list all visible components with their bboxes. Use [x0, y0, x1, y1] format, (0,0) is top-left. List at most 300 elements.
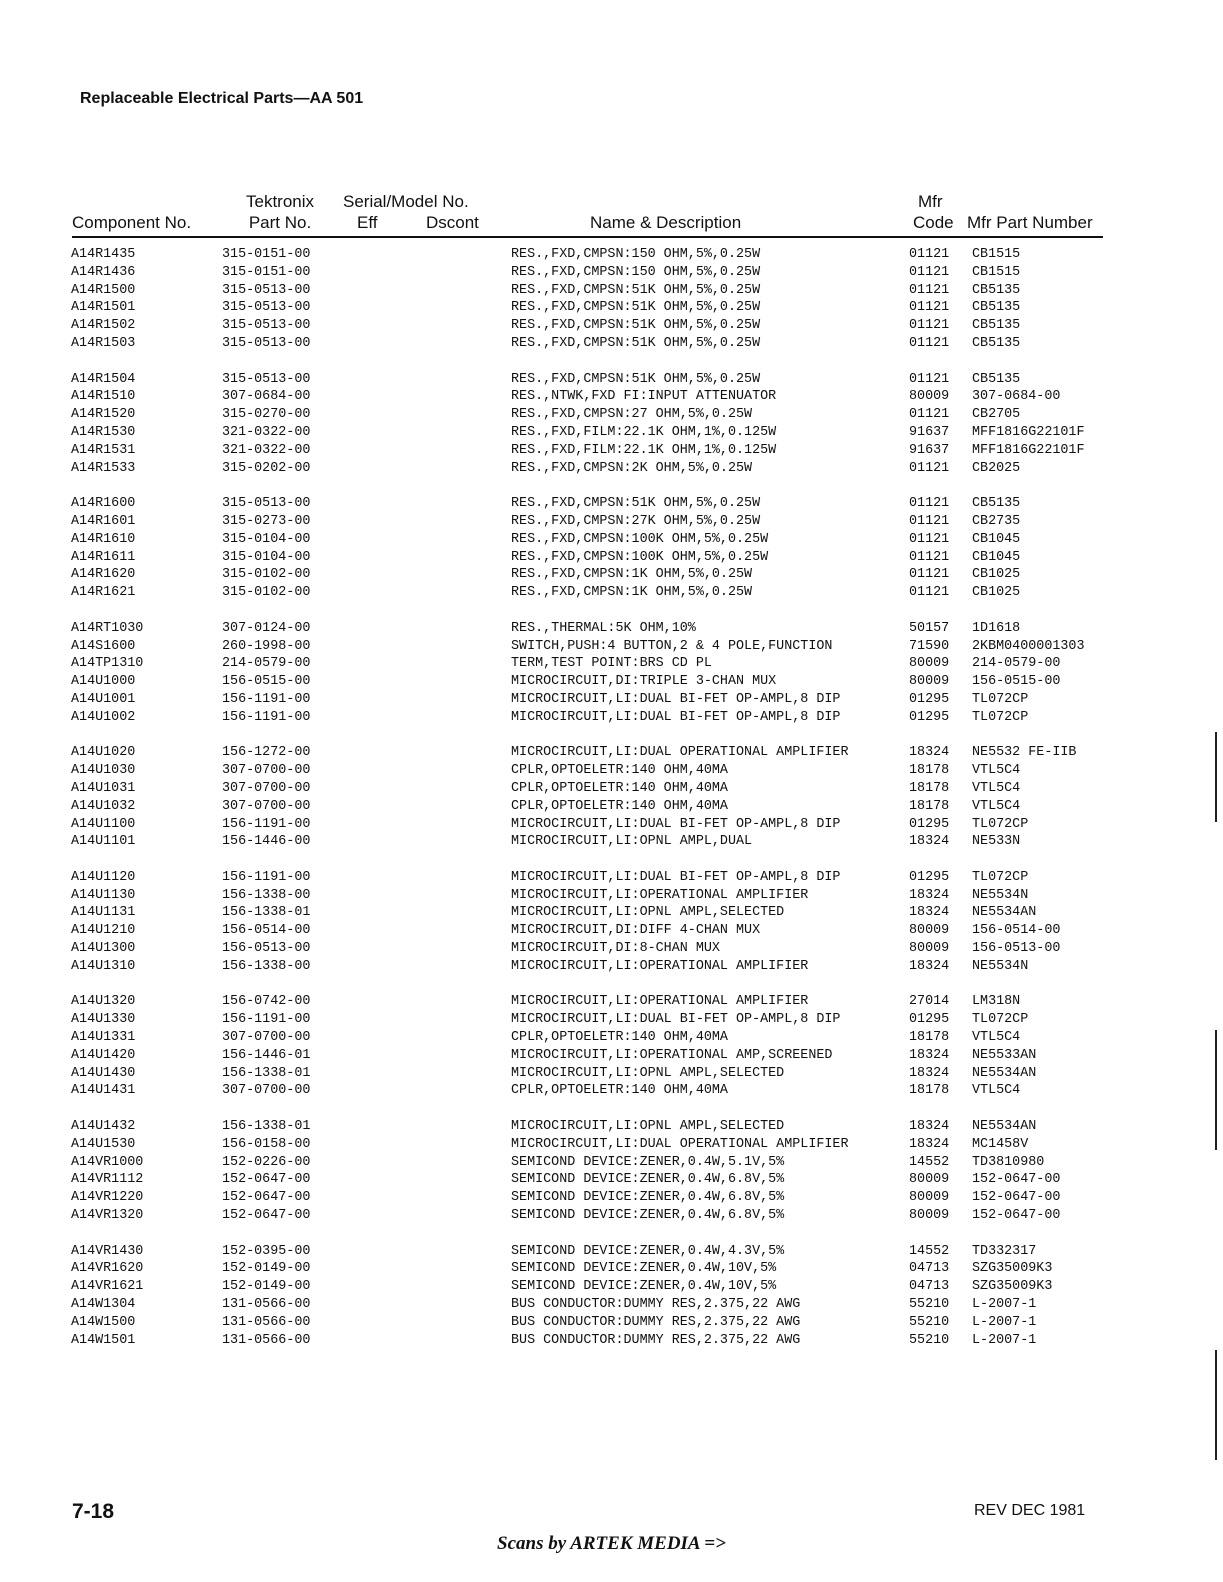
- table-row: [0, 833, 1223, 851]
- part-no-cell: 315-0513-00: [222, 496, 311, 512]
- part-no-cell: 156-1338-00: [222, 958, 311, 974]
- table-row: [0, 282, 1223, 300]
- mfr-part-number-cell: TL072CP: [972, 869, 1029, 885]
- mfr-code-cell: 18324: [909, 1047, 950, 1063]
- component-no-cell: A14R1610: [71, 531, 136, 547]
- part-no-cell: 131-0566-00: [222, 1314, 311, 1330]
- table-row: [0, 762, 1223, 780]
- table-row: [0, 1082, 1223, 1100]
- table-row: [0, 1154, 1223, 1172]
- component-no-cell: A14VR1621: [71, 1279, 144, 1295]
- mfr-code-cell: 01295: [909, 709, 950, 725]
- description-cell: MICROCIRCUIT,LI:OPNL AMPL,SELECTED: [511, 1119, 785, 1135]
- mfr-part-number-cell: 152-0647-00: [972, 1208, 1061, 1224]
- component-no-cell: A14U1120: [71, 869, 136, 885]
- description-cell: RES.,FXD,CMPSN:27K OHM,5%,0.25W: [511, 513, 761, 529]
- description-cell: MICROCIRCUIT,LI:DUAL BI-FET OP-AMPL,8 DIP: [511, 869, 841, 885]
- page-title: Replaceable Electrical Parts—AA 501: [80, 90, 364, 107]
- mfr-code-cell: 55210: [909, 1332, 950, 1348]
- mfr-part-number-cell: CB2705: [972, 407, 1021, 423]
- description-cell: RES.,FXD,CMPSN:100K OHM,5%,0.25W: [511, 549, 769, 565]
- part-no-cell: 315-0513-00: [222, 282, 311, 298]
- description-cell: CPLR,OPTOELETR:140 OHM,40MA: [511, 780, 728, 796]
- part-no-cell: 321-0322-00: [222, 442, 311, 458]
- mfr-code-cell: 01121: [909, 531, 950, 547]
- mfr-code-cell: 80009: [909, 1190, 950, 1206]
- parts-list: [0, 246, 1223, 1367]
- component-no-cell: A14R1600: [71, 496, 136, 512]
- mfr-code-cell: 50157: [909, 620, 950, 636]
- table-row: [0, 442, 1223, 460]
- description-cell: RES.,FXD,CMPSN:1K OHM,5%,0.25W: [511, 567, 753, 583]
- mfr-code-cell: 01121: [909, 282, 950, 298]
- component-no-cell: A14U1030: [71, 763, 136, 779]
- mfr-code-cell: 14552: [909, 1154, 950, 1170]
- row-group: [0, 869, 1223, 976]
- part-no-cell: 156-0513-00: [222, 941, 311, 957]
- part-no-cell: 152-0395-00: [222, 1243, 311, 1259]
- mfr-part-number-cell: CB1025: [972, 585, 1021, 601]
- description-cell: RES.,FXD,CMPSN:51K OHM,5%,0.25W: [511, 335, 761, 351]
- component-no-cell: A14S1600: [71, 638, 136, 654]
- description-cell: SEMICOND DEVICE:ZENER,0.4W,6.8V,5%: [511, 1208, 785, 1224]
- description-cell: MICROCIRCUIT,LI:OPNL AMPL,SELECTED: [511, 905, 785, 921]
- mfr-part-number-cell: 307-0684-00: [972, 389, 1061, 405]
- header-mfr: Mfr: [918, 192, 943, 211]
- mfr-part-number-cell: SZG35009K3: [972, 1261, 1053, 1277]
- revision-date: REV DEC 1981: [974, 1502, 1086, 1519]
- table-row: [0, 744, 1223, 762]
- component-no-cell: A14VR1112: [71, 1172, 144, 1188]
- table-row: [0, 1296, 1223, 1314]
- table-row: [0, 673, 1223, 691]
- mfr-part-number-cell: L-2007-1: [972, 1297, 1037, 1313]
- component-no-cell: A14R1510: [71, 389, 136, 405]
- component-no-cell: A14U1320: [71, 994, 136, 1010]
- header-name-description: Name & Description: [590, 213, 742, 232]
- part-no-cell: 152-0226-00: [222, 1154, 311, 1170]
- table-row: [0, 780, 1223, 798]
- mfr-code-cell: 18324: [909, 887, 950, 903]
- table-row: [0, 1207, 1223, 1225]
- part-no-cell: 156-1191-00: [222, 816, 311, 832]
- table-row: [0, 709, 1223, 727]
- mfr-part-number-cell: SZG35009K3: [972, 1279, 1053, 1295]
- description-cell: MICROCIRCUIT,LI:DUAL BI-FET OP-AMPL,8 DIP: [511, 1012, 841, 1028]
- component-no-cell: A14R1621: [71, 585, 136, 601]
- mfr-part-number-cell: 2KBM0400001303: [972, 638, 1085, 654]
- description-cell: SEMICOND DEVICE:ZENER,0.4W,10V,5%: [511, 1261, 777, 1277]
- description-cell: RES.,FXD,CMPSN:150 OHM,5%,0.25W: [511, 247, 761, 262]
- mfr-code-cell: 01121: [909, 300, 950, 316]
- description-cell: MICROCIRCUIT,LI:DUAL BI-FET OP-AMPL,8 DIP: [511, 816, 841, 832]
- component-no-cell: A14U1300: [71, 941, 136, 957]
- mfr-part-number-cell: TD332317: [972, 1243, 1037, 1259]
- mfr-code-cell: 18324: [909, 958, 950, 974]
- mfr-part-number-cell: CB5135: [972, 318, 1021, 334]
- part-no-cell: 152-0647-00: [222, 1190, 311, 1206]
- description-cell: MICROCIRCUIT,LI:OPNL AMPL,SELECTED: [511, 1065, 785, 1081]
- mfr-code-cell: 18324: [909, 1136, 950, 1152]
- mfr-code-cell: 01121: [909, 567, 950, 583]
- mfr-code-cell: 91637: [909, 424, 950, 440]
- part-no-cell: 321-0322-00: [222, 424, 311, 440]
- mfr-code-cell: 80009: [909, 674, 950, 690]
- row-group: [0, 246, 1223, 353]
- component-no-cell: A14VR1320: [71, 1208, 144, 1224]
- component-no-cell: A14U1431: [71, 1083, 136, 1099]
- mfr-code-cell: 01121: [909, 585, 950, 601]
- description-cell: CPLR,OPTOELETR:140 OHM,40MA: [511, 763, 728, 779]
- part-no-cell: 156-1272-00: [222, 745, 311, 761]
- table-row: [0, 584, 1223, 602]
- mfr-part-number-cell: 152-0647-00: [972, 1172, 1061, 1188]
- table-row: [0, 264, 1223, 282]
- table-row: [0, 691, 1223, 709]
- mfr-part-number-cell: 214-0579-00: [972, 656, 1061, 672]
- part-no-cell: 307-0700-00: [222, 798, 311, 814]
- mfr-code-cell: 01295: [909, 691, 950, 707]
- table-row: [0, 1314, 1223, 1332]
- mfr-part-number-cell: VTL5C4: [972, 763, 1021, 779]
- table-row: [0, 1065, 1223, 1083]
- mfr-code-cell: 80009: [909, 1208, 950, 1224]
- part-no-cell: 315-0104-00: [222, 531, 311, 547]
- part-no-cell: 156-1191-00: [222, 1012, 311, 1028]
- component-no-cell: A14U1310: [71, 958, 136, 974]
- description-cell: RES.,FXD,CMPSN:100K OHM,5%,0.25W: [511, 531, 769, 547]
- component-no-cell: A14U1430: [71, 1065, 136, 1081]
- description-cell: BUS CONDUCTOR:DUMMY RES,2.375,22 AWG: [511, 1332, 801, 1348]
- part-no-cell: 315-0513-00: [222, 300, 311, 316]
- component-no-cell: A14R1531: [71, 442, 136, 458]
- mfr-code-cell: 91637: [909, 442, 950, 458]
- component-no-cell: A14R1435: [71, 247, 136, 262]
- component-no-cell: A14U1130: [71, 887, 136, 903]
- mfr-part-number-cell: TL072CP: [972, 1012, 1029, 1028]
- part-no-cell: 315-0102-00: [222, 585, 311, 601]
- header-part-no: Part No.: [248, 213, 312, 232]
- mfr-code-cell: 18324: [909, 1065, 950, 1081]
- mfr-code-cell: 04713: [909, 1279, 950, 1295]
- mfr-part-number-cell: NE5534AN: [972, 1065, 1037, 1081]
- table-row: [0, 549, 1223, 567]
- mfr-part-number-cell: VTL5C4: [972, 1030, 1021, 1046]
- mfr-code-cell: 71590: [909, 638, 950, 654]
- part-no-cell: 307-0700-00: [222, 780, 311, 796]
- part-no-cell: 307-0700-00: [222, 1083, 311, 1099]
- header-rule: [72, 236, 1103, 238]
- description-cell: RES.,FXD,CMPSN:1K OHM,5%,0.25W: [511, 585, 753, 601]
- description-cell: MICROCIRCUIT,LI:OPERATIONAL AMP,SCREENED: [511, 1047, 833, 1063]
- margin-scan-mark: [1215, 1350, 1217, 1460]
- component-no-cell: A14U1530: [71, 1136, 136, 1152]
- component-no-cell: A14U1031: [71, 780, 136, 796]
- mfr-code-cell: 01121: [909, 549, 950, 565]
- row-group: [0, 744, 1223, 851]
- part-no-cell: 307-0700-00: [222, 763, 311, 779]
- description-cell: RES.,FXD,CMPSN:150 OHM,5%,0.25W: [511, 264, 761, 280]
- component-no-cell: A14U1131: [71, 905, 136, 921]
- mfr-code-cell: 01295: [909, 816, 950, 832]
- table-row: [0, 1047, 1223, 1065]
- part-no-cell: 156-1446-00: [222, 834, 311, 850]
- mfr-part-number-cell: MFF1816G22101F: [972, 424, 1085, 440]
- table-row: [0, 1189, 1223, 1207]
- table-row: [0, 460, 1223, 478]
- table-row: [0, 1136, 1223, 1154]
- mfr-part-number-cell: TD3810980: [972, 1154, 1045, 1170]
- mfr-code-cell: 01121: [909, 318, 950, 334]
- component-no-cell: A14VR1620: [71, 1261, 144, 1277]
- mfr-code-cell: 01121: [909, 264, 950, 280]
- description-cell: MICROCIRCUIT,LI:OPNL AMPL,DUAL: [511, 834, 753, 850]
- table-row: [0, 299, 1223, 317]
- mfr-part-number-cell: LM318N: [972, 994, 1021, 1010]
- mfr-part-number-cell: CB5135: [972, 300, 1021, 316]
- mfr-part-number-cell: TL072CP: [972, 816, 1029, 832]
- table-row: [0, 638, 1223, 656]
- part-no-cell: 131-0566-00: [222, 1332, 311, 1348]
- mfr-part-number-cell: 1D1618: [972, 620, 1021, 636]
- part-no-cell: 315-0104-00: [222, 549, 311, 565]
- description-cell: RES.,FXD,CMPSN:51K OHM,5%,0.25W: [511, 318, 761, 334]
- component-no-cell: A14U1420: [71, 1047, 136, 1063]
- table-row: [0, 1118, 1223, 1136]
- part-no-cell: 156-0515-00: [222, 674, 311, 690]
- part-no-cell: 156-1191-00: [222, 691, 311, 707]
- mfr-part-number-cell: TL072CP: [972, 709, 1029, 725]
- part-no-cell: 315-0151-00: [222, 247, 311, 262]
- mfr-part-number-cell: MFF1816G22101F: [972, 442, 1085, 458]
- description-cell: RES.,FXD,CMPSN:27 OHM,5%,0.25W: [511, 407, 753, 423]
- mfr-part-number-cell: NE5534AN: [972, 1119, 1037, 1135]
- component-no-cell: A14R1530: [71, 424, 136, 440]
- component-no-cell: A14W1500: [71, 1314, 136, 1330]
- component-no-cell: A14U1101: [71, 834, 136, 850]
- mfr-code-cell: 04713: [909, 1261, 950, 1277]
- mfr-code-cell: 01121: [909, 371, 950, 387]
- table-row: [0, 655, 1223, 673]
- table-row: [0, 317, 1223, 335]
- part-no-cell: 307-0684-00: [222, 389, 311, 405]
- mfr-code-cell: 18178: [909, 763, 950, 779]
- table-row: [0, 335, 1223, 353]
- table-row: [0, 246, 1223, 264]
- description-cell: RES.,FXD,FILM:22.1K OHM,1%,0.125W: [511, 424, 777, 440]
- mfr-code-cell: 01295: [909, 869, 950, 885]
- component-no-cell: A14R1620: [71, 567, 136, 583]
- mfr-part-number-cell: CB5135: [972, 496, 1021, 512]
- header-code: Code: [913, 213, 954, 232]
- description-cell: RES.,FXD,FILM:22.1K OHM,1%,0.125W: [511, 442, 777, 458]
- row-group: [0, 1118, 1223, 1225]
- table-row: [0, 1029, 1223, 1047]
- component-no-cell: A14U1020: [71, 745, 136, 761]
- description-cell: CPLR,OPTOELETR:140 OHM,40MA: [511, 798, 728, 814]
- part-no-cell: 156-1446-01: [222, 1047, 311, 1063]
- part-no-cell: 156-0158-00: [222, 1136, 311, 1152]
- mfr-code-cell: 55210: [909, 1314, 950, 1330]
- mfr-part-number-cell: CB2025: [972, 460, 1021, 476]
- component-no-cell: A14R1502: [71, 318, 136, 334]
- header-component-no: Component No.: [72, 213, 192, 232]
- mfr-part-number-cell: 156-0515-00: [972, 674, 1061, 690]
- mfr-code-cell: 80009: [909, 656, 950, 672]
- mfr-code-cell: 01121: [909, 496, 950, 512]
- component-no-cell: A14R1504: [71, 371, 136, 387]
- scan-credit: Scans by ARTEK MEDIA =>: [497, 1533, 726, 1554]
- mfr-part-number-cell: L-2007-1: [972, 1314, 1037, 1330]
- description-cell: RES.,FXD,CMPSN:51K OHM,5%,0.25W: [511, 496, 761, 512]
- component-no-cell: A14VR1430: [71, 1243, 144, 1259]
- description-cell: MICROCIRCUIT,DI:TRIPLE 3-CHAN MUX: [511, 674, 777, 690]
- part-no-cell: 156-0742-00: [222, 994, 311, 1010]
- component-no-cell: A14U1210: [71, 923, 136, 939]
- table-row: [0, 513, 1223, 531]
- mfr-code-cell: 18178: [909, 1030, 950, 1046]
- part-no-cell: 307-0124-00: [222, 620, 311, 636]
- mfr-part-number-cell: CB1515: [972, 247, 1021, 262]
- component-no-cell: A14R1503: [71, 335, 136, 351]
- component-no-cell: A14RT1030: [71, 620, 144, 636]
- row-group: [0, 993, 1223, 1100]
- mfr-part-number-cell: NE5534N: [972, 958, 1029, 974]
- row-group: [0, 620, 1223, 727]
- description-cell: CPLR,OPTOELETR:140 OHM,40MA: [511, 1083, 728, 1099]
- mfr-code-cell: 80009: [909, 1172, 950, 1188]
- mfr-part-number-cell: VTL5C4: [972, 780, 1021, 796]
- component-no-cell: A14TP1310: [71, 656, 144, 672]
- mfr-part-number-cell: NE5534AN: [972, 905, 1037, 921]
- mfr-code-cell: 01121: [909, 247, 950, 262]
- description-cell: BUS CONDUCTOR:DUMMY RES,2.375,22 AWG: [511, 1314, 801, 1330]
- part-no-cell: 315-0102-00: [222, 567, 311, 583]
- description-cell: SEMICOND DEVICE:ZENER,0.4W,5.1V,5%: [511, 1154, 785, 1170]
- part-no-cell: 156-1338-01: [222, 1065, 311, 1081]
- mfr-part-number-cell: NE5533AN: [972, 1047, 1037, 1063]
- component-no-cell: A14U1331: [71, 1030, 136, 1046]
- table-row: [0, 1332, 1223, 1350]
- mfr-part-number-cell: 156-0513-00: [972, 941, 1061, 957]
- mfr-code-cell: 80009: [909, 389, 950, 405]
- table-row: [0, 1171, 1223, 1189]
- component-no-cell: A14R1533: [71, 460, 136, 476]
- margin-scan-mark: [1215, 732, 1217, 822]
- row-group: [0, 1243, 1223, 1350]
- table-row: [0, 993, 1223, 1011]
- component-no-cell: A14R1436: [71, 264, 136, 280]
- part-no-cell: 156-1338-01: [222, 1119, 311, 1135]
- table-row: [0, 424, 1223, 442]
- mfr-code-cell: 18178: [909, 780, 950, 796]
- table-row: [0, 1243, 1223, 1261]
- mfr-part-number-cell: VTL5C4: [972, 1083, 1021, 1099]
- description-cell: BUS CONDUCTOR:DUMMY RES,2.375,22 AWG: [511, 1297, 801, 1313]
- part-no-cell: 152-0647-00: [222, 1208, 311, 1224]
- mfr-code-cell: 14552: [909, 1243, 950, 1259]
- description-cell: RES.,FXD,CMPSN:2K OHM,5%,0.25W: [511, 460, 753, 476]
- description-cell: MICROCIRCUIT,LI:DUAL BI-FET OP-AMPL,8 DIP: [511, 709, 841, 725]
- table-row: [0, 1260, 1223, 1278]
- header-eff: Eff: [357, 213, 378, 232]
- mfr-code-cell: 01121: [909, 335, 950, 351]
- table-row: [0, 1011, 1223, 1029]
- mfr-part-number-cell: NE5534N: [972, 887, 1029, 903]
- table-row: [0, 495, 1223, 513]
- part-no-cell: 307-0700-00: [222, 1030, 311, 1046]
- description-cell: RES.,FXD,CMPSN:51K OHM,5%,0.25W: [511, 371, 761, 387]
- description-cell: RES.,THERMAL:5K OHM,10%: [511, 620, 696, 636]
- mfr-part-number-cell: CB1045: [972, 549, 1021, 565]
- table-row: [0, 904, 1223, 922]
- header-dscont: Dscont: [426, 213, 479, 232]
- part-no-cell: 315-0513-00: [222, 371, 311, 387]
- component-no-cell: A14U1000: [71, 674, 136, 690]
- component-no-cell: A14R1520: [71, 407, 136, 423]
- part-no-cell: 156-0514-00: [222, 923, 311, 939]
- table-row: [0, 531, 1223, 549]
- mfr-code-cell: 01121: [909, 513, 950, 529]
- component-no-cell: A14R1601: [71, 513, 136, 529]
- mfr-part-number-cell: CB5135: [972, 282, 1021, 298]
- description-cell: RES.,FXD,CMPSN:51K OHM,5%,0.25W: [511, 300, 761, 316]
- mfr-code-cell: 18324: [909, 905, 950, 921]
- description-cell: SEMICOND DEVICE:ZENER,0.4W,4.3V,5%: [511, 1243, 785, 1259]
- table-row: [0, 958, 1223, 976]
- part-no-cell: 214-0579-00: [222, 656, 311, 672]
- component-no-cell: A14VR1000: [71, 1154, 144, 1170]
- part-no-cell: 156-1191-00: [222, 869, 311, 885]
- table-row: [0, 371, 1223, 389]
- row-group: [0, 495, 1223, 602]
- mfr-code-cell: 18324: [909, 745, 950, 761]
- mfr-part-number-cell: CB1025: [972, 567, 1021, 583]
- component-no-cell: A14R1611: [71, 549, 136, 565]
- description-cell: MICROCIRCUIT,DI:DIFF 4-CHAN MUX: [511, 923, 761, 939]
- table-row: [0, 406, 1223, 424]
- component-no-cell: A14U1002: [71, 709, 136, 725]
- mfr-code-cell: 01121: [909, 460, 950, 476]
- mfr-part-number-cell: TL072CP: [972, 691, 1029, 707]
- header-tektronix: Tektronix: [245, 192, 315, 211]
- mfr-code-cell: 80009: [909, 941, 950, 957]
- component-no-cell: A14U1001: [71, 691, 136, 707]
- component-no-cell: A14R1501: [71, 300, 136, 316]
- component-no-cell: A14U1100: [71, 816, 136, 832]
- description-cell: MICROCIRCUIT,LI:OPERATIONAL AMPLIFIER: [511, 887, 809, 903]
- mfr-code-cell: 18324: [909, 834, 950, 850]
- component-no-cell: A14R1500: [71, 282, 136, 298]
- description-cell: MICROCIRCUIT,LI:DUAL OPERATIONAL AMPLIFIER: [511, 745, 849, 761]
- table-row: [0, 798, 1223, 816]
- part-no-cell: 152-0149-00: [222, 1279, 311, 1295]
- table-row: [0, 816, 1223, 834]
- part-no-cell: 156-1191-00: [222, 709, 311, 725]
- mfr-part-number-cell: 156-0514-00: [972, 923, 1061, 939]
- description-cell: MICROCIRCUIT,LI:DUAL OPERATIONAL AMPLIFIER: [511, 1136, 849, 1152]
- part-no-cell: 315-0513-00: [222, 335, 311, 351]
- description-cell: RES.,FXD,CMPSN:51K OHM,5%,0.25W: [511, 282, 761, 298]
- part-no-cell: 315-0513-00: [222, 318, 311, 334]
- table-row: [0, 566, 1223, 584]
- description-cell: SEMICOND DEVICE:ZENER,0.4W,6.8V,5%: [511, 1190, 785, 1206]
- description-cell: RES.,NTWK,FXD FI:INPUT ATTENUATOR: [511, 389, 777, 405]
- mfr-part-number-cell: NE533N: [972, 834, 1021, 850]
- mfr-code-cell: 18178: [909, 1083, 950, 1099]
- part-no-cell: 156-1338-01: [222, 905, 311, 921]
- part-no-cell: 260-1998-00: [222, 638, 311, 654]
